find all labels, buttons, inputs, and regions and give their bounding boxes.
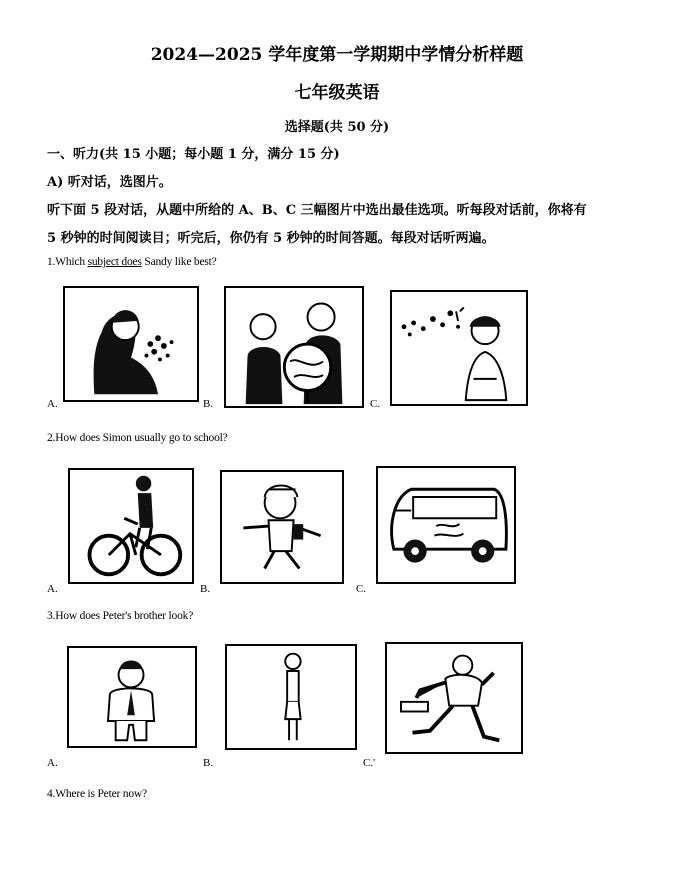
short-fat-boy-icon bbox=[69, 648, 195, 746]
girl-singing-music-icon bbox=[392, 292, 526, 404]
q3-image-a[interactable] bbox=[67, 646, 197, 748]
sub-heading: A) 听对话，选图片。 bbox=[47, 175, 172, 190]
q1-option-c[interactable]: C. bbox=[370, 398, 381, 410]
boy-walking-icon bbox=[222, 472, 342, 582]
q2-option-b[interactable]: B. bbox=[200, 583, 211, 595]
instruction-line-2: 5 秒钟的时间阅读目；听完后，你仍有 5 秒钟的时间答题。每段对话听两遍。 bbox=[47, 231, 495, 246]
boys-with-globe-icon bbox=[226, 288, 362, 406]
school-bus-icon bbox=[378, 468, 514, 582]
question-4: 4.Where is Peter now? bbox=[47, 788, 147, 800]
question-2: 2.How does Simon usually go to school? bbox=[47, 432, 228, 444]
part-heading: 一、听力(共 15 小题；每小题 1 分，满分 15 分) bbox=[47, 147, 340, 162]
girl-smelling-flowers-icon bbox=[65, 288, 197, 400]
boy-on-bicycle-icon bbox=[70, 470, 192, 582]
question-3: 3.How does Peter's brother look? bbox=[47, 610, 194, 622]
q1-option-a[interactable]: A. bbox=[47, 398, 58, 410]
page-subtitle: 七年级英语 bbox=[294, 83, 380, 103]
q1-image-b[interactable] bbox=[224, 286, 364, 408]
q2-image-c[interactable] bbox=[376, 466, 516, 584]
q3-image-c[interactable] bbox=[385, 642, 523, 754]
question-1: 1.Which subject does Sandy like best? bbox=[47, 256, 217, 268]
page-title: 2024—2025 学年度第一学期期中学情分析样题 bbox=[150, 45, 524, 65]
instruction-line-1: 听下面 5 段对话，从题中所给的 A、B、C 三幅图片中选出最佳选项。听每段对话前，你将有 bbox=[47, 203, 587, 218]
q2-image-a[interactable] bbox=[68, 468, 194, 584]
q3-image-b[interactable] bbox=[225, 644, 357, 750]
strong-man-lifting-icon bbox=[387, 644, 521, 752]
section-title: 选择题(共 50 分) bbox=[284, 120, 390, 135]
q3-option-a[interactable]: A. bbox=[47, 757, 58, 769]
thin-tall-boy-icon bbox=[227, 646, 355, 748]
q2-image-b[interactable] bbox=[220, 470, 344, 584]
q1-option-b[interactable]: B. bbox=[203, 398, 214, 410]
q3-option-b[interactable]: B. bbox=[203, 757, 214, 769]
q2-option-c[interactable]: C. bbox=[356, 583, 367, 595]
q2-option-a[interactable]: A. bbox=[47, 583, 58, 595]
q1-image-a[interactable] bbox=[63, 286, 199, 402]
q1-image-c[interactable] bbox=[390, 290, 528, 406]
q3-option-c[interactable]: C.' bbox=[363, 757, 376, 769]
